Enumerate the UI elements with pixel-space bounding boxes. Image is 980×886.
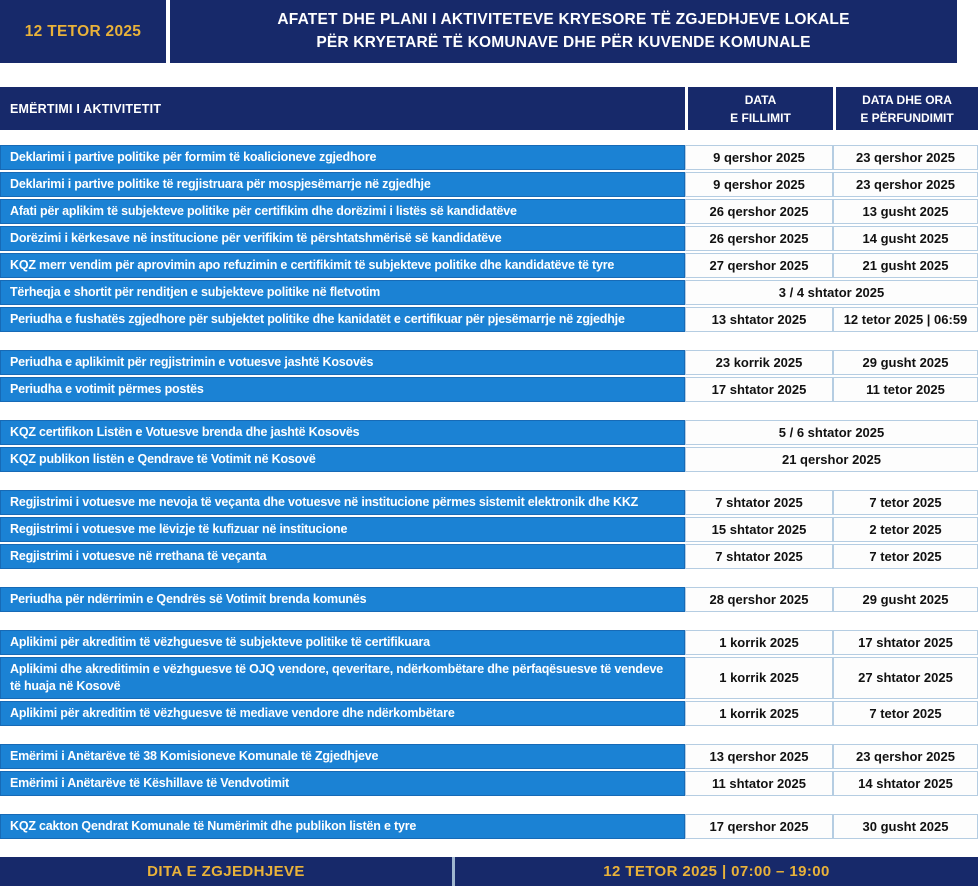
election-date-badge-text: 12 TETOR 2025 [24, 22, 142, 40]
start-date-cell: 17 shtator 2025 [685, 377, 833, 402]
table-row [0, 657, 978, 699]
date-span-cell: 21 qershor 2025 [685, 447, 978, 472]
activity-group [0, 350, 980, 402]
activity-cell: Periudha e fushatës zgjedhore për subjektet politike dhe kanidatët e certifikuar për pjesëmarrje në zgjedhje [0, 307, 685, 332]
start-date-cell: 23 korrik 2025 [685, 350, 833, 375]
end-date-cell: 7 tetor 2025 [833, 701, 978, 726]
end-date-cell: 29 gusht 2025 [833, 350, 978, 375]
end-date-cell: 23 qershor 2025 [833, 172, 978, 197]
end-date-cell: 14 shtator 2025 [833, 771, 978, 796]
start-date-cell: 1 korrik 2025 [685, 657, 833, 699]
end-date-cell: 23 qershor 2025 [833, 744, 978, 769]
table-row [0, 199, 978, 224]
table-row [0, 544, 978, 569]
end-date-cell: 14 gusht 2025 [833, 226, 978, 251]
activity-group [0, 420, 980, 472]
activity-cell: Afati për aplikim të subjekteve politike për certifikim dhe dorëzimi i listës së kandidatëve [0, 199, 685, 224]
column-header-start-line2: E FILLIMIT [730, 110, 791, 125]
activity-cell: Periudha për ndërrimin e Qendrës së Votimit brenda komunës [0, 587, 685, 612]
end-date-cell: 17 shtator 2025 [833, 630, 978, 655]
start-date-cell: 15 shtator 2025 [685, 517, 833, 542]
start-date-cell: 26 qershor 2025 [685, 199, 833, 224]
start-date-cell: 27 qershor 2025 [685, 253, 833, 278]
date-span-cell: 5 / 6 shtator 2025 [685, 420, 978, 445]
activity-cell: Regjistrimi i votuesve me nevoja të veçanta dhe votuesve në institucione përmes sistemit elektronik dhe KKZ [0, 490, 685, 515]
table-row [0, 814, 978, 839]
table-row [0, 350, 978, 375]
activity-cell: Deklarimi i partive politike për formim të koalicioneve zgjedhore [0, 145, 685, 170]
table-row [0, 587, 978, 612]
election-date-badge [0, 0, 170, 63]
table-row [0, 145, 978, 170]
date-span-cell: 3 / 4 shtator 2025 [685, 280, 978, 305]
end-date-cell: 7 tetor 2025 [833, 490, 978, 515]
table-row [0, 253, 978, 278]
start-date-cell: 7 shtator 2025 [685, 490, 833, 515]
start-date-cell: 1 korrik 2025 [685, 701, 833, 726]
activities-table-body [0, 145, 980, 839]
page-title-line2: PËR KRYETARË TË KOMUNAVE DHE PËR KUVENDE KOMUNALE [316, 33, 811, 51]
end-date-cell: 30 gusht 2025 [833, 814, 978, 839]
page-title-line1: AFATET DHE PLANI I AKTIVITETEVE KRYESORE TË ZGJEDHJEVE LOKALE [277, 11, 850, 29]
activity-group [0, 630, 980, 726]
activity-cell: Aplikimi për akreditim të vëzhguesve të mediave vendore dhe ndërkombëtare [0, 701, 685, 726]
table-row [0, 226, 978, 251]
activity-group [0, 145, 980, 332]
start-date-cell: 9 qershor 2025 [685, 172, 833, 197]
start-date-cell: 9 qershor 2025 [685, 145, 833, 170]
activity-group [0, 744, 980, 796]
activity-cell: Tërheqja e shortit për renditjen e subjekteve politike në fletvotim [0, 280, 685, 305]
activity-cell: Periudha e votimit përmes postës [0, 377, 685, 402]
activity-group [0, 587, 980, 612]
column-header-end-date [833, 87, 978, 130]
table-row [0, 771, 978, 796]
election-day-bar [0, 857, 978, 886]
activity-cell: Regjistrimi i votuesve me lëvizje të kufizuar në institucione [0, 517, 685, 542]
table-row [0, 280, 978, 305]
start-date-cell: 13 shtator 2025 [685, 307, 833, 332]
activity-cell: Aplikimi për akreditim të vëzhguesve të subjekteve politike të certifikuara [0, 630, 685, 655]
table-row [0, 307, 978, 332]
start-date-cell: 17 qershor 2025 [685, 814, 833, 839]
table-row [0, 420, 978, 445]
page-title [170, 0, 957, 63]
start-date-cell: 28 qershor 2025 [685, 587, 833, 612]
column-header-activity: EMËRTIMI I AKTIVITETIT [10, 101, 162, 116]
start-date-cell: 11 shtator 2025 [685, 771, 833, 796]
activity-cell: Emërimi i Anëtarëve të 38 Komisioneve Komunale të Zgjedhjeve [0, 744, 685, 769]
activity-cell: Emërimi i Anëtarëve të Këshillave të Vendvotimit [0, 771, 685, 796]
activity-cell: KQZ cakton Qendrat Komunale të Numërimit dhe publikon listën e tyre [0, 814, 685, 839]
end-date-cell: 29 gusht 2025 [833, 587, 978, 612]
column-header-start-date [685, 87, 833, 130]
table-row [0, 517, 978, 542]
activity-cell: Regjistrimi i votuesve në rrethana të veçanta [0, 544, 685, 569]
end-date-cell: 13 gusht 2025 [833, 199, 978, 224]
start-date-cell: 7 shtator 2025 [685, 544, 833, 569]
end-date-cell: 7 tetor 2025 [833, 544, 978, 569]
table-row [0, 377, 978, 402]
start-date-cell: 1 korrik 2025 [685, 630, 833, 655]
activity-group [0, 490, 980, 569]
activity-group [0, 814, 980, 839]
end-date-cell: 21 gusht 2025 [833, 253, 978, 278]
start-date-cell: 13 qershor 2025 [685, 744, 833, 769]
end-date-cell: 12 tetor 2025 | 06:59 [833, 307, 978, 332]
activity-cell: Aplikimi dhe akreditimin e vëzhguesve të OJQ vendore, qeveritare, ndërkombëtare dhe përfaqësuesve të vendeve të huaja në Kosovë [0, 657, 685, 699]
activity-cell: KQZ merr vendim për aprovimin apo refuzimin e certifikimit të subjekteve politike dhe kandidatëve të tyre [0, 253, 685, 278]
column-header-end-line1: DATA DHE ORA [862, 92, 952, 107]
activity-cell: Deklarimi i partive politike të regjistruara për mospjesëmarrje në zgjedhje [0, 172, 685, 197]
table-row [0, 447, 978, 472]
table-row [0, 630, 978, 655]
election-day-label: DITA E ZGJEDHJEVE [0, 857, 455, 886]
end-date-cell: 27 shtator 2025 [833, 657, 978, 699]
activity-cell: KQZ publikon listën e Qendrave të Votimit në Kosovë [0, 447, 685, 472]
table-header [0, 87, 978, 130]
table-row [0, 701, 978, 726]
activity-cell: Dorëzimi i kërkesave në institucione për verifikim të përshtatshmërisë së kandidatëve [0, 226, 685, 251]
end-date-cell: 2 tetor 2025 [833, 517, 978, 542]
page-header [0, 0, 957, 63]
column-header-start-line1: DATA [744, 92, 777, 107]
activity-cell: KQZ certifikon Listën e Votuesve brenda dhe jashtë Kosovës [0, 420, 685, 445]
election-day-datetime: 12 TETOR 2025 | 07:00 – 19:00 [603, 862, 830, 880]
table-row [0, 490, 978, 515]
column-header-end-line2: E PËRFUNDIMIT [860, 110, 954, 125]
table-row [0, 744, 978, 769]
end-date-cell: 11 tetor 2025 [833, 377, 978, 402]
start-date-cell: 26 qershor 2025 [685, 226, 833, 251]
table-row [0, 172, 978, 197]
end-date-cell: 23 qershor 2025 [833, 145, 978, 170]
activity-cell: Periudha e aplikimit për regjistrimin e votuesve jashtë Kosovës [0, 350, 685, 375]
